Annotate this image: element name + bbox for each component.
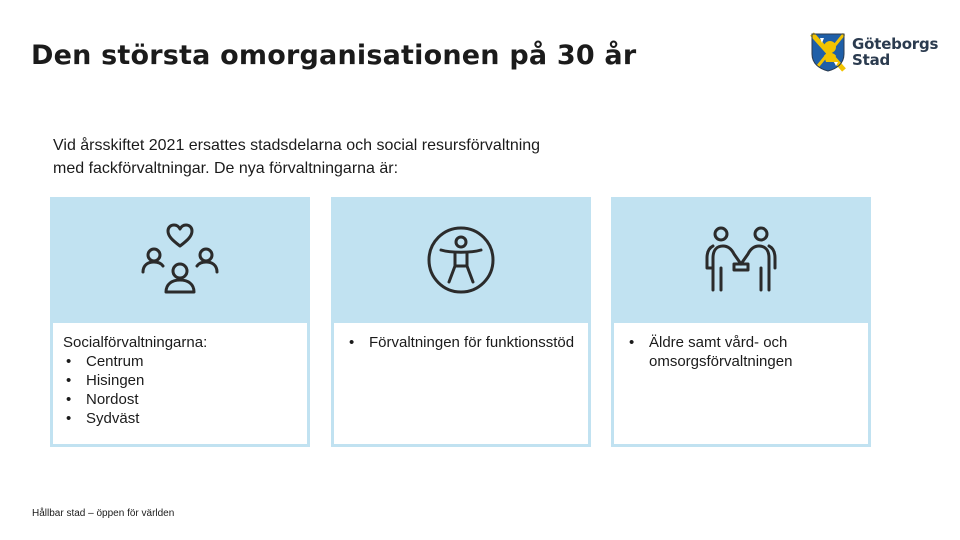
card-text-body (334, 323, 588, 444)
card-icon-zone (331, 197, 591, 323)
intro-line-2: med fackförvaltningar. De nya förvaltningarna är: (53, 160, 399, 177)
logo-line-1: Göteborgs (852, 35, 939, 53)
card-elderly-care (611, 197, 871, 447)
page-title: Den största omorganisationen på 30 år (31, 40, 637, 71)
card-text-body (614, 323, 868, 444)
list-item: • Äldre samt vård- och omsorgsförvaltningen (626, 333, 868, 371)
list-item: • Centrum (63, 352, 307, 371)
list-item: • Förvaltningen för funktionsstöd (346, 333, 588, 352)
handshake-people-icon (701, 220, 781, 300)
card-heading: Socialförvaltningarna: (63, 334, 208, 351)
accessibility-icon (421, 220, 501, 300)
card-icon-zone (50, 197, 310, 323)
coat-of-arms-icon (810, 32, 846, 72)
card-list (63, 352, 307, 428)
people-heart-icon (140, 220, 220, 300)
card-list (346, 333, 588, 352)
intro-text (53, 134, 673, 180)
card-list (626, 333, 868, 371)
list-item: • Sydväst (63, 409, 307, 428)
card-social-administrations (50, 197, 310, 447)
logo-wordmark (852, 36, 938, 68)
card-text-body (53, 323, 307, 444)
list-item: • Nordost (63, 390, 307, 409)
intro-line-1: Vid årsskiftet 2021 ersattes stadsdelarna och social resursförvaltning (53, 137, 541, 154)
list-item: • Hisingen (63, 371, 307, 390)
logo-line-2: Stad (852, 51, 891, 69)
goteborgs-stad-logo (810, 31, 939, 73)
card-icon-zone (611, 197, 871, 323)
card-disability-support (331, 197, 591, 447)
footer-tagline: Hållbar stad – öppen för världen (32, 508, 175, 519)
